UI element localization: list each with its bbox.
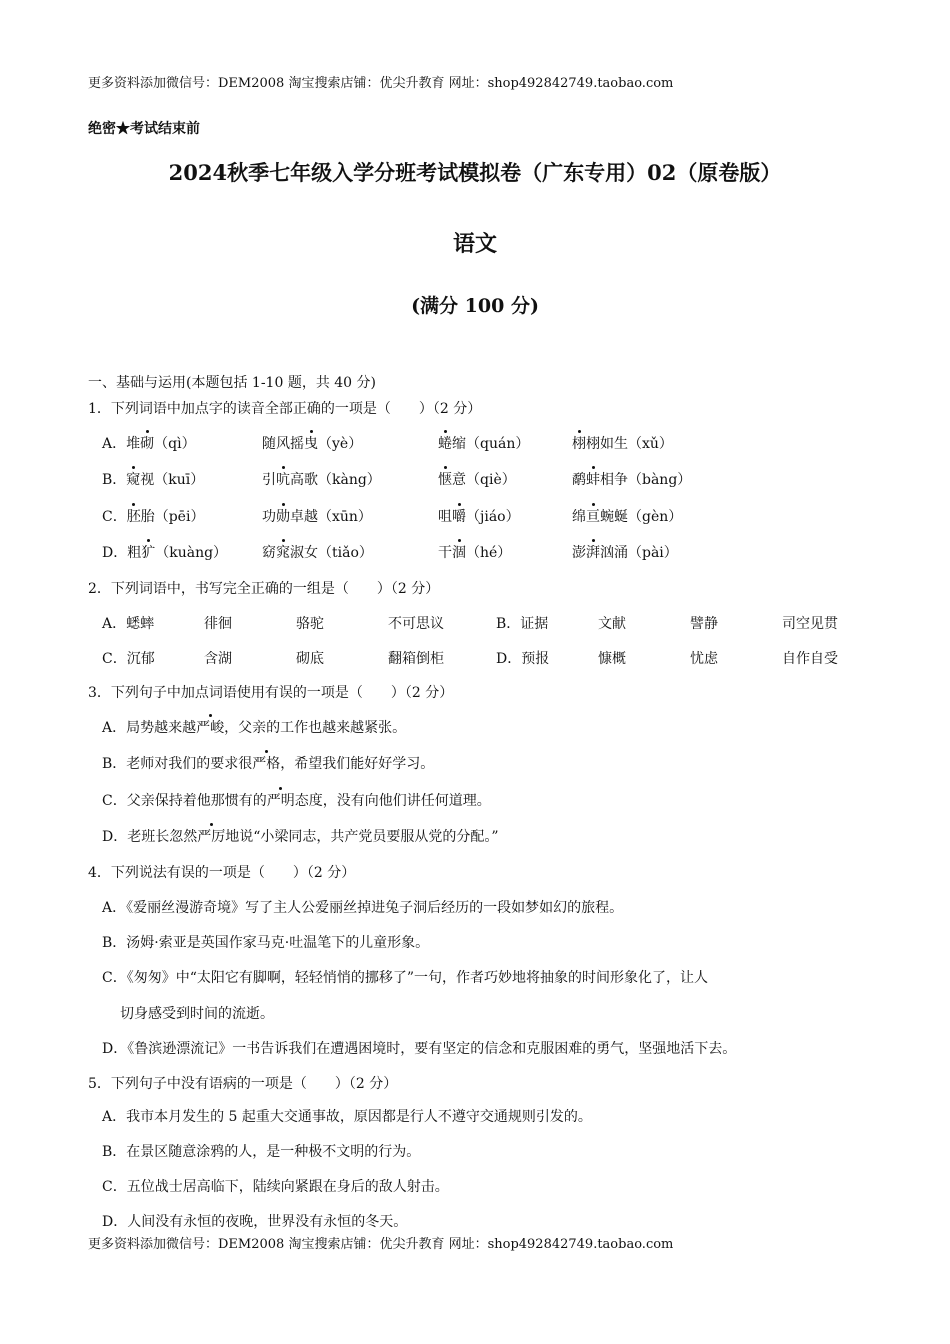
q2-word: 含湖 (204, 651, 232, 667)
q1-option-a-2: 随风摇曳（yè） (262, 436, 363, 452)
q1-option-b-3: 惬意（qiè） (438, 472, 516, 488)
section-heading: 一、基础与运用(本题包括 1-10 题，共 40 分) (88, 375, 376, 391)
q1-option-a-3: 蜷缩（quán） (438, 436, 530, 452)
q2-word: 忧虑 (690, 651, 718, 667)
question-4-stem: 4．下列说法有误的一项是（ ）（2 分） (88, 865, 356, 881)
full-score: (满分 100 分) (411, 295, 539, 317)
q4-option-b: B．汤姆·索亚是英国作家马克·吐温笔下的儿童形象。 (102, 935, 430, 951)
question-2-stem: 2．下列词语中，书写完全正确的一组是（ ）（2 分） (88, 581, 440, 597)
q3-option-a: A．局势越来越严峻，父亲的工作也越来越紧张。 (102, 720, 407, 736)
q5-option-c: C．五位战士居高临下，陆续向紧跟在身后的敌人射击。 (102, 1179, 449, 1195)
q4-option-c: C．《匆匆》中“太阳它有脚啊，轻轻悄悄的挪移了”一句，作者巧妙地将抽象的时间形象化了，让人 (102, 970, 709, 986)
q2-word: C．沉郁 (102, 651, 155, 667)
q1-option-c-2: 功勋卓越（xūn） (262, 509, 372, 525)
q2-word: 骆驼 (296, 616, 324, 632)
q2-word: 司空见贯 (782, 616, 838, 632)
q1-option-a-4: 栩栩如生（xǔ） (572, 436, 673, 452)
q4-option-d: D．《鲁滨逊漂流记》一书告诉我们在遭遇困境时，要有坚定的信念和克服困难的勇气，坚强地活下去。 (102, 1041, 737, 1057)
q3-option-d: D．老班长忽然严厉地说“小梁同志，共产党员要服从党的分配。” (102, 829, 499, 845)
q5-option-d: D．人间没有永恒的夜晚，世界没有永恒的冬天。 (102, 1214, 408, 1230)
q1-option-d-1: D．粗犷（kuàng） (102, 545, 228, 561)
q1-option-d-3: 干涸（hé） (438, 545, 512, 561)
q2-word: 慷概 (598, 651, 626, 667)
confidential-label: 绝密★考试结束前 (88, 121, 200, 137)
q1-option-c-3: 咀嚼（jiáo） (438, 509, 520, 525)
q3-option-c: C．父亲保持着他那惯有的严明态度，没有向他们讲任何道理。 (102, 793, 491, 809)
q1-option-d-2: 窈窕淑女（tiǎo） (262, 545, 373, 561)
subject-title: 语文 (452, 231, 497, 257)
q1-option-b-1: B．窥视（kuī） (102, 472, 205, 488)
q1-option-c-1: C．胚胎（pēi） (102, 509, 205, 525)
question-3-stem: 3．下列句子中加点词语使用有误的一项是（ ）（2 分） (88, 685, 454, 701)
q2-word: 不可思议 (388, 616, 444, 632)
q5-option-b: B．在景区随意涂鸦的人，是一种极不文明的行为。 (102, 1144, 421, 1160)
q1-option-c-4: 绵亘蜿蜒（gèn） (572, 509, 683, 525)
page-footer: 更多资料添加微信号：DEM2008 淘宝搜索店铺：优尖升教育 网址：shop492842749.taobao.com (88, 1237, 674, 1252)
q2-word: A．蟋蟀 (102, 616, 155, 632)
q2-word: 文献 (598, 616, 626, 632)
page-title: 2024秋季七年级入学分班考试模拟卷（广东专用）02（原卷版） (168, 160, 782, 185)
q2-word: 徘徊 (204, 616, 232, 632)
q1-option-d-4: 澎湃汹涌（pài） (572, 545, 678, 561)
q2-word: 砌底 (296, 651, 324, 667)
q2-word: B．证据 (496, 616, 549, 632)
q3-option-b: B．老师对我们的要求很严格，希望我们能好好学习。 (102, 756, 435, 772)
q2-word: D．预报 (496, 651, 550, 667)
q5-option-a: A．我市本月发生的 5 起重大交通事故，原因都是行人不遵守交通规则引发的。 (102, 1109, 592, 1125)
q1-option-a-1: A．堆砌（qì） (102, 436, 196, 452)
q1-option-b-4: 鹬蚌相争（bàng） (572, 472, 692, 488)
q4-option-a: A．《爱丽丝漫游奇境》写了主人公爱丽丝掉进兔子洞后经历的一段如梦如幻的旅程。 (102, 900, 624, 916)
q2-word: 翻箱倒柜 (388, 651, 444, 667)
page-header: 更多资料添加微信号：DEM2008 淘宝搜索店铺：优尖升教育 网址：shop492842749.taobao.com (88, 76, 674, 91)
q4-option-c-cont: 切身感受到时间的流逝。 (120, 1006, 274, 1022)
q1-option-b-2: 引吭高歌（kàng） (262, 472, 381, 488)
q2-word: 譬静 (690, 616, 718, 632)
q2-word: 自作自受 (782, 651, 838, 667)
question-1-stem: 1．下列词语中加点字的读音全部正确的一项是（ ）（2 分） (88, 401, 482, 417)
question-5-stem: 5．下列句子中没有语病的一项是（ ）（2 分） (88, 1076, 398, 1092)
